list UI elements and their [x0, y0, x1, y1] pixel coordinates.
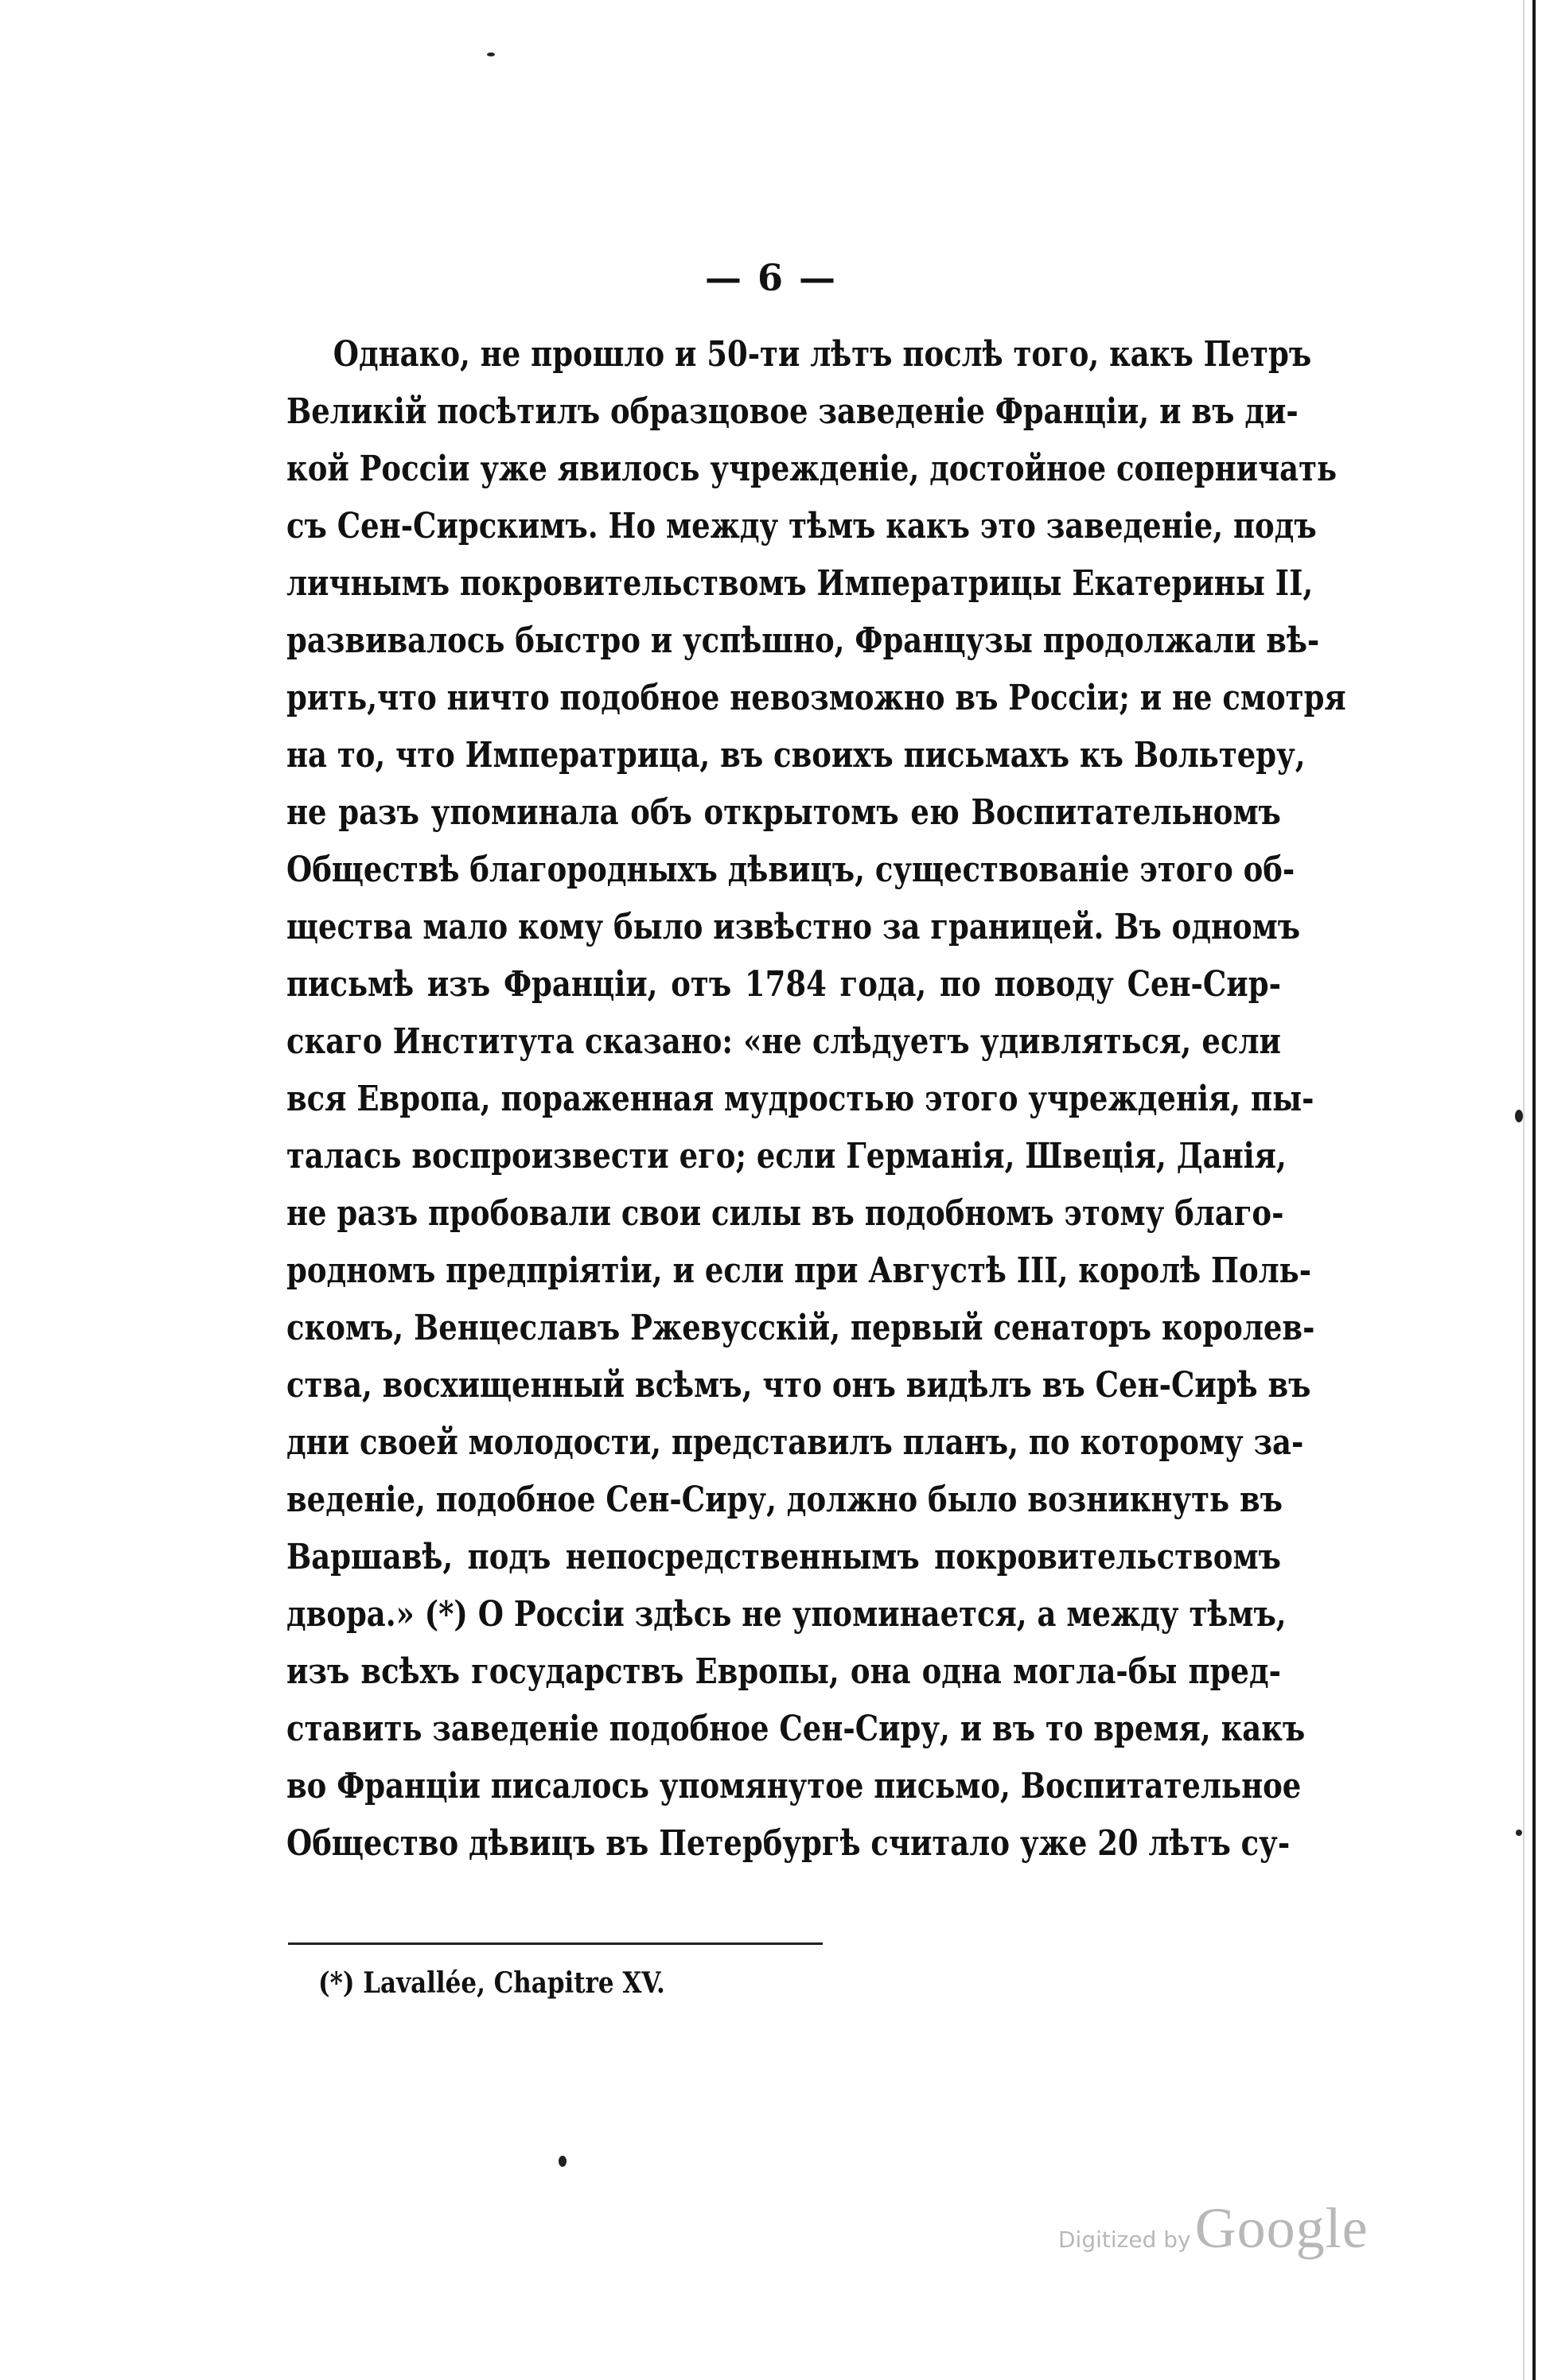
scan-speck [559, 2156, 567, 2167]
footnote: (*) Lavallée, Chapitre XV. [318, 1966, 665, 2000]
text-line: ства, восхищенный всѣмъ, что онъ видѣлъ въ Сен-Сирѣ въ [286, 1365, 1311, 1406]
text-line: веденіе, подобное Сен-Сиру, должно было возникнуть въ [286, 1480, 1283, 1520]
text-line: скаго Института сказано: «не слѣдуетъ удивляться, если [286, 1021, 1281, 1062]
text-line: развивалось быстро и успѣшно, Французы продолжали вѣ- [286, 620, 1320, 661]
text-line: вся Европа, пораженная мудростью этого учрежденія, пы- [286, 1079, 1314, 1119]
text-line: рить,что ничто подобное невозможно въ Россіи; и не смотря [286, 678, 1346, 718]
digitized-watermark [1058, 2195, 1369, 2261]
text-line: родномъ предпріятіи, и если при Августѣ III, королѣ Поль- [286, 1250, 1312, 1291]
text-line: кой Россіи уже явилось учрежденіе, достойное соперничать [286, 449, 1338, 489]
text-line: двора.» (*) О Россіи здѣсь не упоминается, а между тѣмъ, [286, 1594, 1287, 1635]
text-line: личнымъ покровительствомъ Императрицы Екатерины II, [286, 563, 1314, 604]
text-line: не разъ упоминала объ открытомъ ею Воспитательномъ [286, 792, 1281, 833]
page-number: — 6 — [704, 256, 838, 299]
text-line: Великій посѣтилъ образцовое заведеніе Франціи, и въ ди- [286, 391, 1299, 432]
text-line: талась воспроизвести его; если Германія, Швеція, Данія, [286, 1136, 1287, 1176]
text-line: съ Сен-Сирскимъ. Но между тѣмъ какъ это заведеніе, подъ [286, 506, 1317, 546]
body-text [286, 326, 1346, 1872]
scan-speck [487, 52, 495, 56]
text-line: не разъ пробовали свои силы въ подобномъ этому благо- [286, 1193, 1284, 1234]
text-line: письмѣ изъ Франціи, отъ 1784 года, по поводу Сен-Сир- [286, 964, 1281, 1005]
text-line: ставить заведеніе подобное Сен-Сиру, и въ то время, какъ [286, 1709, 1306, 1749]
scan-speck [1516, 1830, 1522, 1836]
text-line: щества мало кому было извѣстно за границей. Въ одномъ [286, 907, 1301, 947]
text-line: Варшавѣ, подъ непосредственнымъ покровительствомъ [286, 1537, 1281, 1577]
watermark-prefix: Digitized by [1058, 2226, 1191, 2253]
page-edge [1532, 0, 1536, 2380]
text-line: дни своей молодости, представилъ планъ, по которому за- [286, 1422, 1304, 1463]
text-line: Общество дѣвицъ въ Петербургѣ считало уже 20 лѣтъ су- [286, 1823, 1291, 1864]
text-line: на то, что Императрица, въ своихъ письмахъ къ Вольтеру, [286, 735, 1306, 776]
text-line: скомъ, Венцеславъ Ржевусскій, первый сенаторъ королев- [286, 1308, 1315, 1348]
google-logo: Google [1194, 2196, 1369, 2260]
text-line: Однако, не прошло и 50-ти лѣтъ послѣ того, какъ Петръ [333, 334, 1312, 375]
page-edge-shadow [1523, 0, 1524, 2380]
scan-speck [1515, 1110, 1523, 1122]
text-line: Обществѣ благородныхъ дѣвицъ, существованіе этого об- [286, 850, 1295, 890]
footnote-divider [288, 1942, 823, 1945]
text-line: изъ всѣхъ государствъ Европы, она одна могла-бы пред- [286, 1651, 1281, 1692]
text-line: во Франціи писалось упомянутое письмо, Воспитательное [286, 1766, 1302, 1806]
